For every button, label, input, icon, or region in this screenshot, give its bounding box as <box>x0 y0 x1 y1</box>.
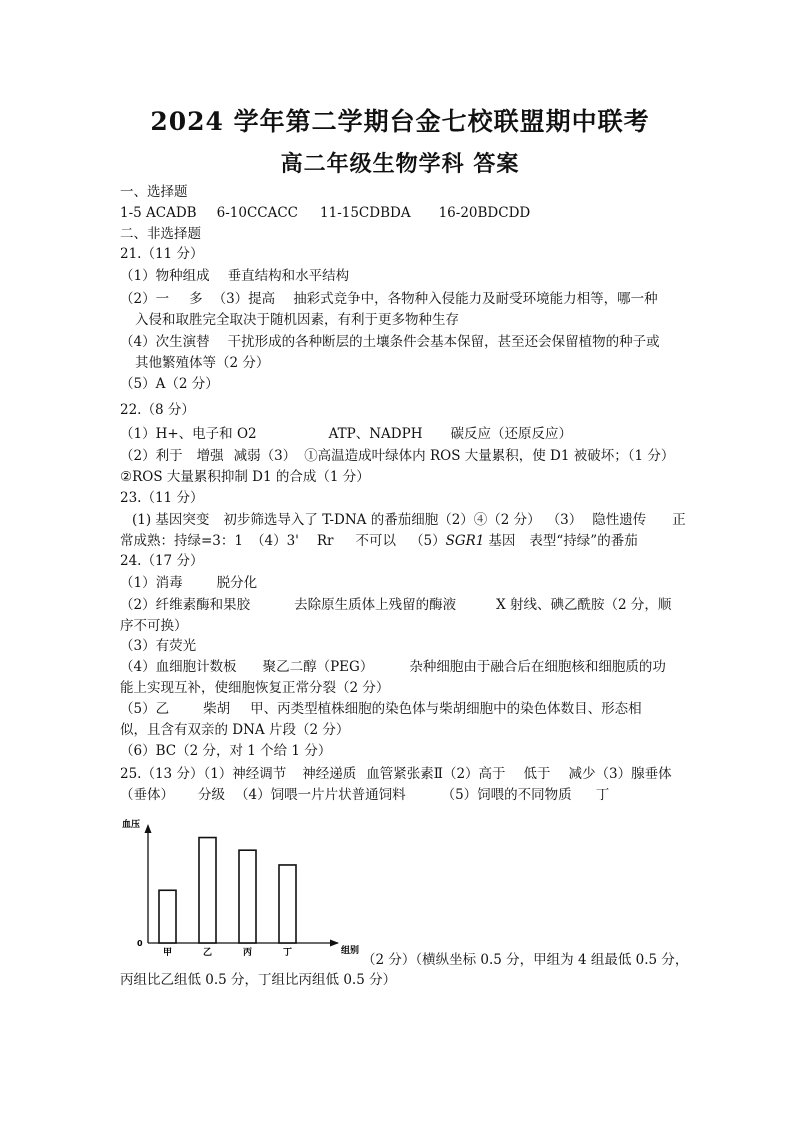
q22-line: ②ROS 大量累积抑制 D1 的合成（1 分） <box>120 469 370 485</box>
q23-answer-2: 初步筛选导入了 T-DNA 的番茄细胞（2）④（2 分） <box>223 512 541 528</box>
q22-line <box>120 426 572 442</box>
q22-answer-1c: 碳反应（还原反应） <box>450 426 572 442</box>
answer-group-4: 16-20BDCDD <box>438 205 531 221</box>
y-axis-label: 血压 <box>122 820 141 830</box>
blood-pressure-bar-chart <box>120 815 360 965</box>
q21-answer-4a: （4）次生演替 <box>120 334 210 350</box>
q24-line: 序不可换） <box>120 618 188 634</box>
answer-group-1: 1-5 ACADB <box>120 205 197 221</box>
q23-answer-5b: 基因 <box>488 533 516 549</box>
q25-line <box>120 766 672 782</box>
q23-answer-3b: 隐性遗传 <box>592 512 647 528</box>
answer-group-2: 6-10CCACC <box>216 205 299 221</box>
q23-answer-3c: 正 <box>672 512 686 528</box>
q25-answer-5b: 丁 <box>595 787 610 803</box>
q24-answer-2b: 去除原生质体上残留的酶液 <box>294 597 457 613</box>
q25-chart-caption: 丙组比乙组低 0.5 分，丁组比丙组低 0.5 分） <box>120 972 397 988</box>
q25-answer-1a: 25.（13 分）（1）神经调节 <box>120 766 287 782</box>
bar-甲 <box>159 890 176 943</box>
q24-line: （3）有荧光 <box>120 638 197 654</box>
q24-answer-5b: 柴胡 <box>203 701 231 717</box>
q25-answer-3c: 分级 <box>198 787 225 803</box>
q24-line: 能上实现互补，使细胞恢复正常分裂（2 分） <box>120 680 390 696</box>
q24-line: 似，且含有双亲的 DNA 片段（2 分） <box>120 722 350 738</box>
q21-answer-4b: 干扰形成的各种断层的土壤条件会基本保留，甚至还会保留植物的种子或 <box>227 334 660 350</box>
q23-gene-name: SGR1 <box>445 533 485 549</box>
choice-answers-row <box>120 205 530 221</box>
q21-line <box>120 268 349 284</box>
q21-heading: 21.（11 分） <box>120 246 204 262</box>
bar-丙 <box>239 850 256 943</box>
q24-line <box>120 575 257 591</box>
q22-answer-3a: ①高温造成叶绿体内 ROS 大量累积，使 D1 被破坏；（1 分） <box>304 448 675 464</box>
origin-label: 0 <box>137 939 143 948</box>
q24-line <box>120 597 671 613</box>
y-axis-arrow <box>145 824 152 833</box>
q22-answer-2c: 减弱（3） <box>233 448 297 464</box>
q25-answer-2b: 低于 <box>523 766 551 782</box>
q23-heading: 23.（11 分） <box>120 490 204 506</box>
q24-line <box>120 659 666 675</box>
q24-answer-2c: X 射线、碘乙酰胺（2 分，顺 <box>496 597 672 613</box>
q23-answer-4c: 不可以 <box>355 533 397 549</box>
q25-answer-3: 减少（3）腺垂体 <box>568 766 672 782</box>
q22-heading: 22.（8 分） <box>120 402 195 418</box>
q21-line: 其他繁殖体等（2 分） <box>135 355 270 371</box>
q24-heading: 24.（17 分） <box>120 553 204 569</box>
page-subtitle: 高二年级生物学科 答案 <box>280 151 520 177</box>
q23-line <box>120 533 638 549</box>
q24-answer-4c: 杂种细胞由于融合后在细胞核和细胞质的功 <box>409 659 666 675</box>
bar-乙 <box>199 838 216 943</box>
q24-answer-1a: （1）消毒 <box>120 575 183 591</box>
section-heading-choice: 一、选择题 <box>120 184 188 200</box>
q23-answer-5a: （5） <box>410 533 446 549</box>
q23-answer-5c: 表型“持绿”的番茄 <box>529 533 638 549</box>
q21-line: （5）A（2 分） <box>120 376 219 392</box>
q24-line <box>120 701 642 717</box>
q23-answer-3d: 常成熟：持绿=3：1 <box>120 533 243 549</box>
q24-answer-5a: （5）乙 <box>120 701 170 717</box>
q21-answer-2a: （2）一 <box>120 291 170 307</box>
page-title: 2024 学年第二学期台金七校联盟期中联考 <box>150 107 650 136</box>
x-tick-label: 丙 <box>242 948 253 958</box>
section-heading-nonchoice: 二、非选择题 <box>120 226 201 242</box>
q23-answer-1: (1) 基因突变 <box>132 512 210 528</box>
x-tick-label: 丁 <box>282 948 293 958</box>
x-axis-arrow <box>330 940 339 947</box>
q21-answer-3a: （3）提高 <box>212 291 276 307</box>
q25-answer-4: （4）饲喂一片片状普通饲料 <box>235 787 406 803</box>
q22-answer-2a: （2）利于 <box>120 448 183 464</box>
q21-answer-3b: 抽彩式竞争中，各物种入侵能力及耐受环境能力相等，哪一种 <box>293 291 658 307</box>
q23-line <box>132 512 686 528</box>
answer-group-3: 11-15CDBDA <box>320 205 411 221</box>
q23-answer-4a: （4）3' <box>251 533 299 549</box>
q22-answer-2b: 增强 <box>196 448 224 464</box>
q22-answer-1a: （1）H+、电子和 O2 <box>120 426 257 442</box>
q25-chart-caption: （2 分）（横纵坐标 0.5 分，甲组为 4 组最低 0.5 分， <box>362 952 689 968</box>
q21-line: 入侵和取胜完全取决于随机因素，有利于更多物种生存 <box>135 312 459 328</box>
q25-answer-3b: （垂体） <box>120 787 174 803</box>
q24-answer-4a: （4）血细胞计数板 <box>120 659 237 675</box>
q21-line <box>120 334 660 350</box>
q25-answer-1b: 神经递质 <box>302 766 357 782</box>
q25-answer-2a: 血管紧张素Ⅱ（2）高于 <box>366 766 506 782</box>
q21-answer-1a: （1）物种组成 <box>120 268 210 284</box>
q23-answer-3a: （3） <box>546 512 583 528</box>
q23-answer-4b: Rr <box>316 533 334 549</box>
q25-answer-5a: （5）饲喂的不同物质 <box>441 787 572 803</box>
x-tick-label: 甲 <box>162 948 173 958</box>
q21-line <box>120 291 658 307</box>
bar-丁 <box>279 865 296 943</box>
q24-answer-4b: 聚乙二醇（PEG） <box>262 659 374 675</box>
q22-line <box>120 448 674 464</box>
q24-answer-5c: 甲、丙类型植株细胞的染色体与柴胡细胞中的染色体数目、形态相 <box>250 701 642 717</box>
q24-answer-2a: （2）纤维素酶和果胶 <box>120 597 251 613</box>
q21-answer-1b: 垂直结构和水平结构 <box>227 268 350 284</box>
q25-line <box>120 787 609 803</box>
x-tick-label: 乙 <box>202 948 213 958</box>
x-axis-label: 组别 <box>341 946 360 956</box>
q21-answer-2b: 多 <box>189 291 203 307</box>
q24-answer-1b: 脱分化 <box>216 575 258 591</box>
q22-answer-1b: ATP、NADPH <box>328 426 423 442</box>
q24-line: （6）BC（2 分，对 1 个给 1 分） <box>120 743 332 759</box>
